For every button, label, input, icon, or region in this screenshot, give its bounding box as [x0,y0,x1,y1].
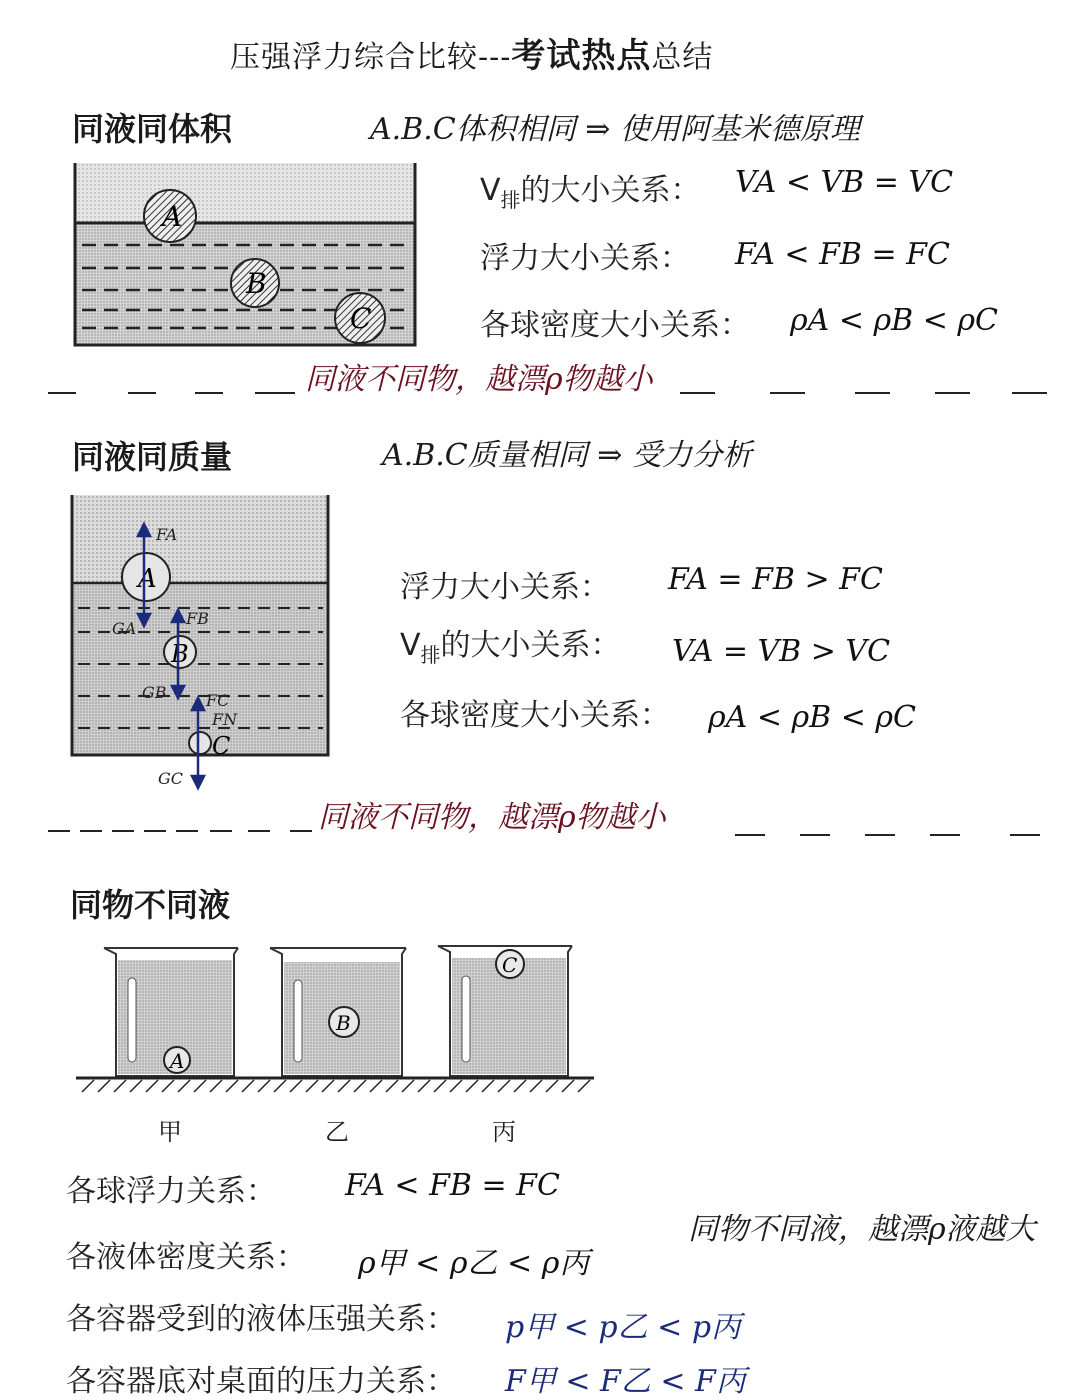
title-part2: 考试热点 [511,36,652,76]
beaker-yi-label: 乙 [325,1118,349,1146]
title-part3: 总结 [651,40,714,75]
ball-b-1-label: B [246,267,267,300]
ball-c-1-label: C [350,302,372,335]
beaker-bing-label: 丙 [492,1118,516,1146]
s3-conclusion: 同物不同液，越漂ρ液越大 [688,1212,1036,1247]
s3-relation3: p甲 < p乙 < p丙 [505,1310,742,1345]
section2-note: A.B.C质量相同 ⇒ 受力分析 [382,438,752,473]
section2-heading: 同液同质量 [72,438,233,476]
s2-relation2: VA = VB > VC [672,634,891,669]
s1-conclusion: 同液不同物，越漂ρ物越小 [305,362,653,397]
s1-relation3: ρA < ρB < ρC [790,303,998,338]
section1-diagram [70,160,420,355]
s1-line3: 各球密度大小关系： [480,308,750,343]
section1-note: A.B.C体积相同 ⇒ 使用阿基米德原理 [370,112,860,147]
s1-relation2: FA < FB = FC [735,237,950,272]
svg-text:GC: GC [158,769,184,788]
s2-relation3: ρA < ρB < ρC [708,700,916,735]
section3-diagram [76,940,596,1100]
svg-text:C: C [502,953,518,977]
s2-line1: 浮力大小关系： [400,570,610,605]
svg-text:FN: FN [212,710,238,729]
s2-conclusion: 同液不同物，越漂ρ物越小 [318,800,666,835]
ball-a-1-label: A [162,200,183,233]
s3-line4: 各容器底对桌面的压力关系： [66,1364,456,1399]
s1-line2: 浮力大小关系： [480,241,690,276]
svg-text:A: A [170,1049,185,1073]
s3-relation1: FA < FB = FC [345,1168,560,1203]
ball-a-2-label: A [138,564,157,594]
svg-text:FC: FC [206,691,230,710]
beaker-jia-label: 甲 [158,1118,182,1146]
svg-text:GA: GA [112,619,137,638]
svg-text:B: B [336,1011,351,1035]
section1-heading: 同液同体积 [72,110,233,148]
ball-c-2 [189,732,211,754]
section3-heading: 同物不同液 [70,886,231,924]
s3-relation2: ρ甲 < ρ乙 < ρ丙 [358,1246,590,1281]
s3-line3: 各容器受到的液体压强关系： [66,1302,456,1337]
svg-text:GB: GB [142,683,167,702]
svg-text:FA: FA [156,525,178,544]
svg-text:FB: FB [186,609,209,628]
s3-line2: 各液体密度关系： [66,1240,306,1275]
s3-line1: 各球浮力关系： [66,1174,276,1209]
section2-diagram [68,492,338,792]
s3-relation4: F甲 < F乙 < F丙 [505,1364,746,1399]
s2-line2: $V_排$的大小关系： [400,628,621,667]
page-title [230,28,713,77]
ball-b-2-label: B [171,640,189,668]
s1-relation1: VA < VB = VC [735,165,954,200]
title-part1: 压强浮力综合比较--- [230,40,512,75]
s2-line3: 各球密度大小关系： [400,698,670,733]
s1-line1: $V_排$的大小关系： [480,173,701,212]
ball-c-2-label: C [212,732,231,760]
s2-relation1: FA = FB > FC [668,562,883,597]
